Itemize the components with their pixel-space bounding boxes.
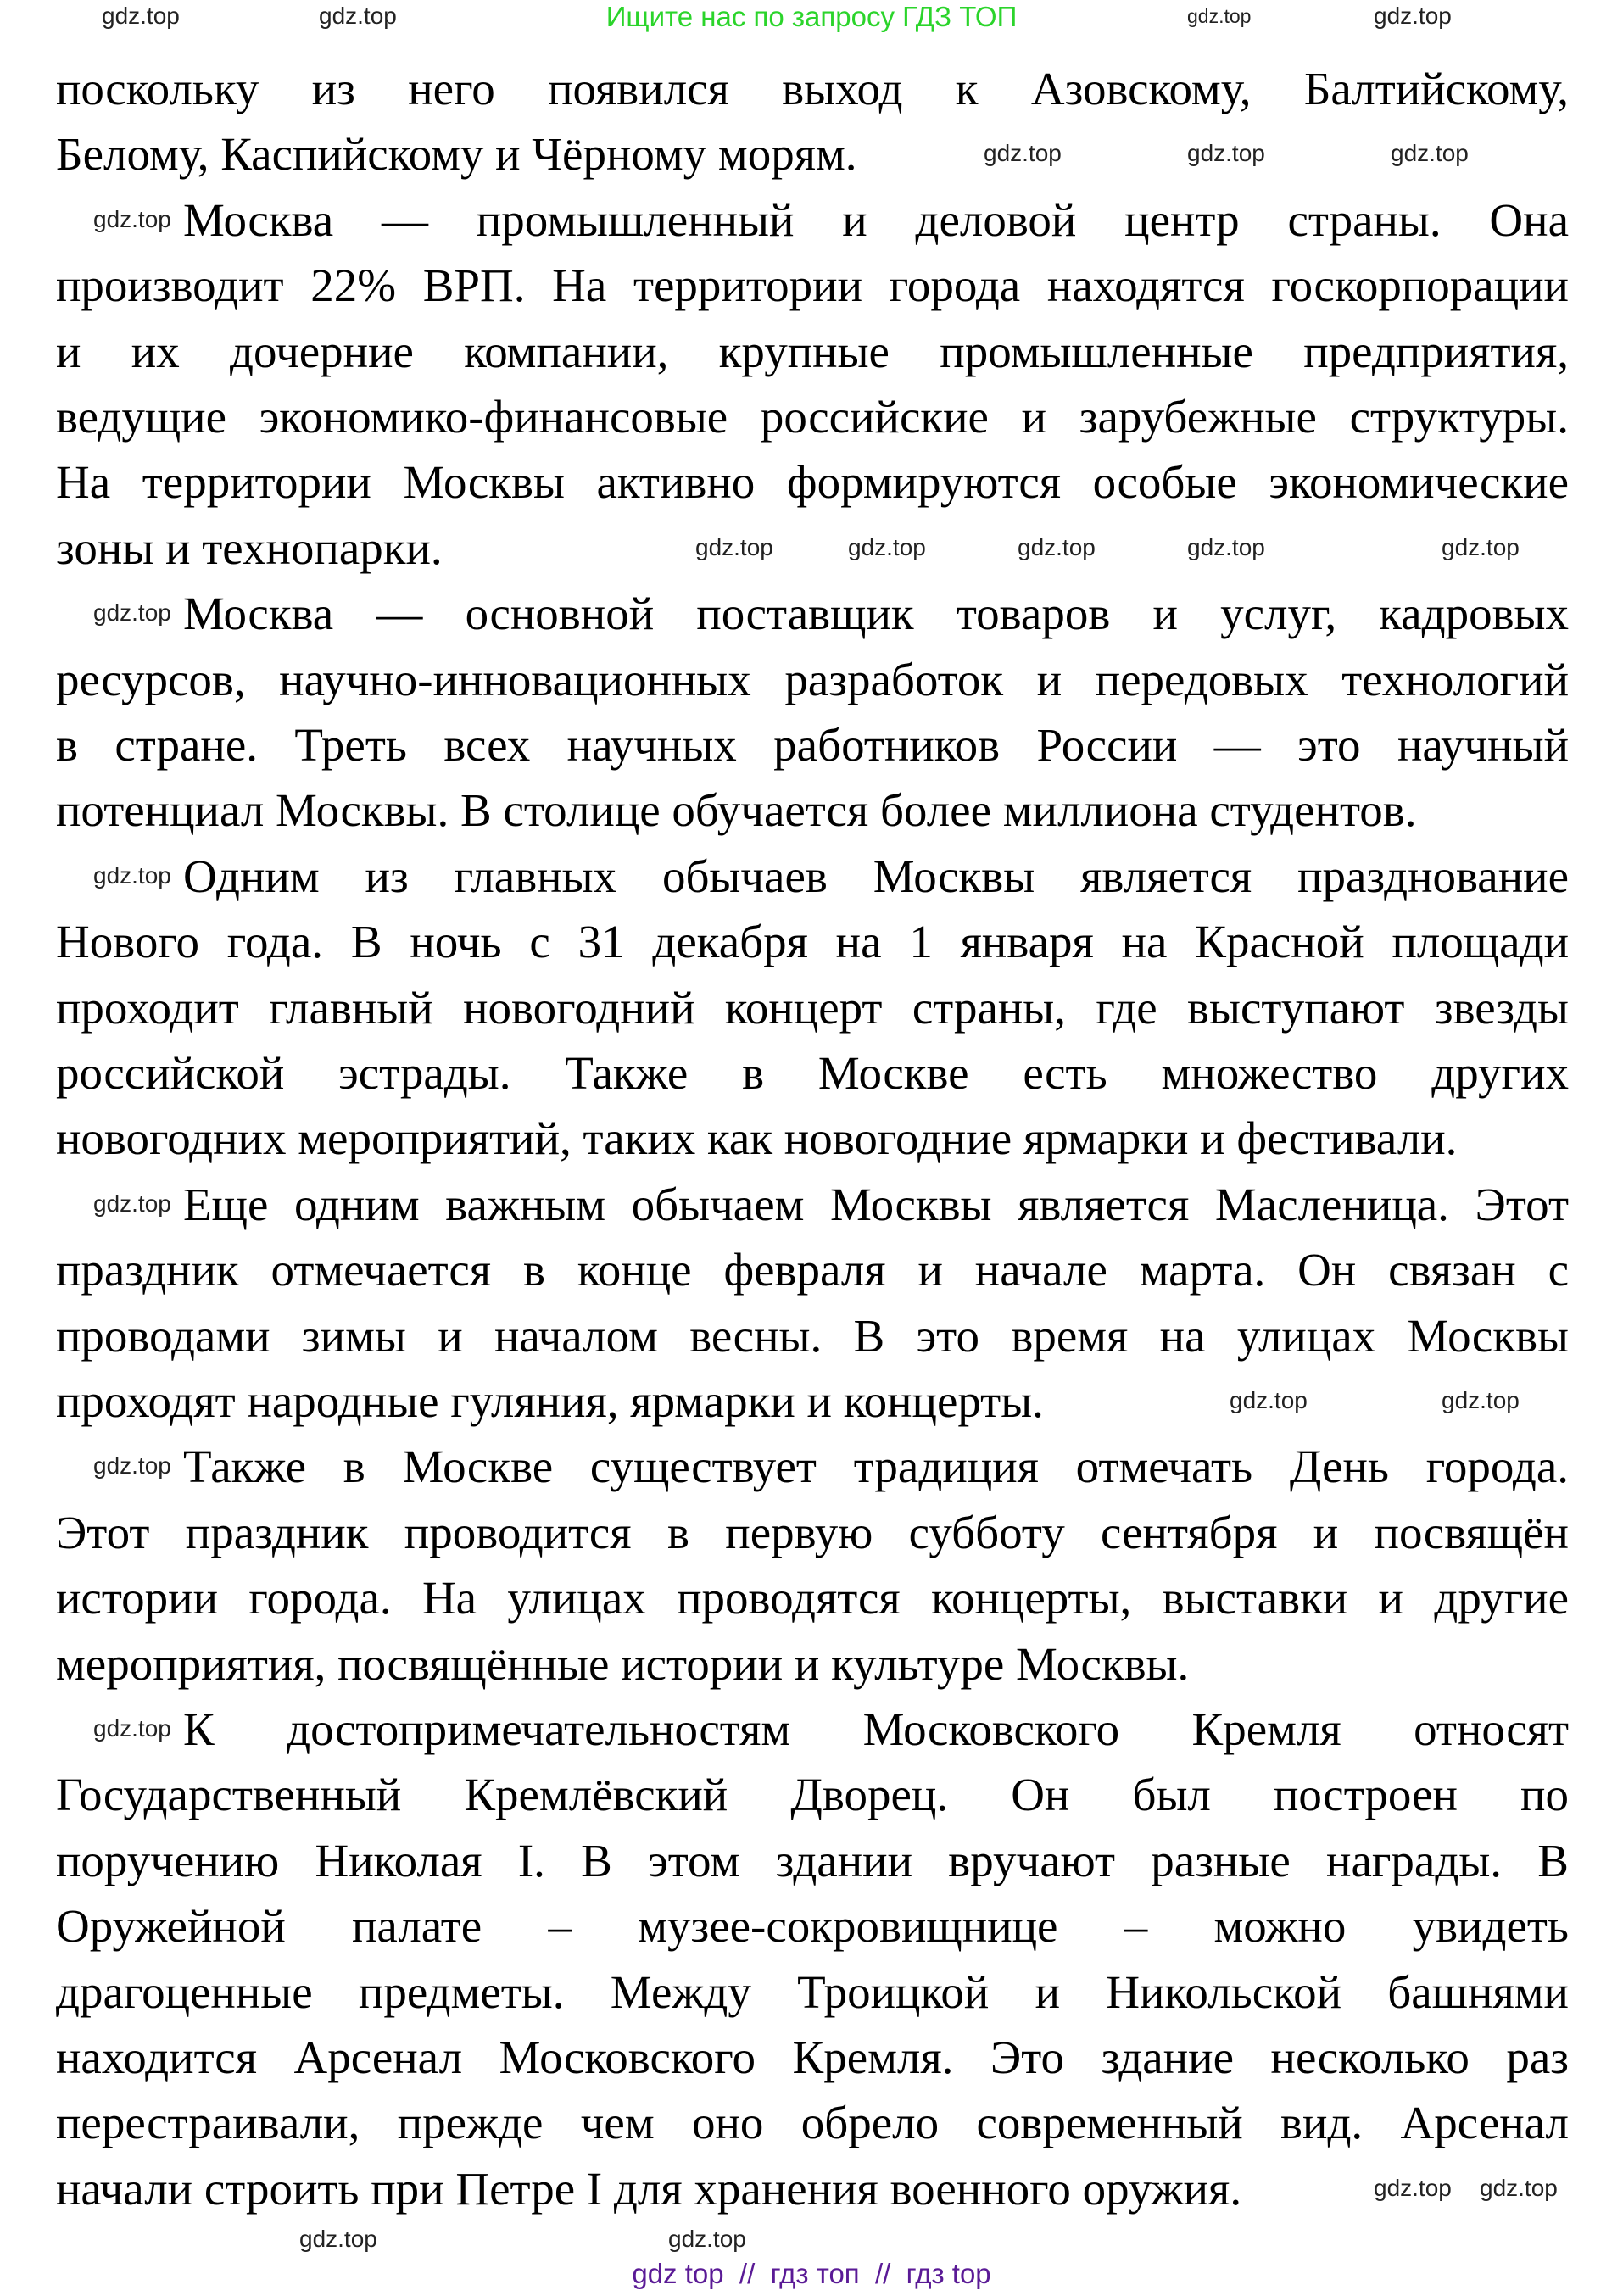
gdz-watermark: gdz.top: [1187, 5, 1252, 27]
text-line: Оружейной палате – музее-сокровищнице – можно увидеть: [56, 1900, 1569, 1953]
gdz-watermark: gdz.top: [93, 1452, 171, 1480]
gdz-watermark: gdz.top: [299, 2226, 377, 2252]
text-line: поскольку из него появился выход к Азовскому, Балтийскому,: [56, 63, 1569, 114]
gdz-watermark: gdz.top: [1018, 533, 1096, 560]
text-line: Белому, Каспийскому и Чёрному морям.: [56, 128, 857, 181]
gdz-watermark: gdz.top: [102, 3, 180, 29]
gdz-watermark: gdz.top: [93, 1190, 171, 1217]
text-line: производит 22% ВРП. На территории города находятся госкорпорации: [56, 259, 1569, 312]
gdz-watermark: gdz.top: [319, 3, 397, 29]
text-line: ведущие экономико-финансовые российские и зарубежные структуры.: [56, 391, 1569, 443]
gdz-watermark: gdz.top: [1187, 140, 1265, 167]
gdz-watermark: gdz.top: [848, 533, 926, 560]
text-line: Нового года. В ночь с 31 декабря на 1 января на Красной площади: [56, 916, 1569, 968]
text-line: перестраивали, прежде чем оно обрело современный вид. Арсенал: [56, 2097, 1569, 2149]
text-line: мероприятия, посвящённые истории и культуре Москвы.: [56, 1637, 1190, 1690]
text-line: Одним из главных обычаев Москвы является празднование: [183, 850, 1569, 902]
text-line: потенциал Москвы. В столице обучается более миллиона студентов.: [56, 784, 1417, 837]
text-line: проводами зимы и началом весны. В это время на улицах Москвы: [56, 1309, 1569, 1362]
gdz-watermark: gdz.top: [93, 861, 171, 889]
text-line: начали строить при Петре I для хранения военного оружия.: [56, 2162, 1242, 2215]
text-line: Москва — промышленный и деловой центр страны. Она: [183, 193, 1569, 246]
gdz-watermark: gdz.top: [93, 1715, 171, 1742]
text-line: драгоценные предметы. Между Троицкой и Никольской башнями: [56, 1965, 1569, 2018]
text-line: истории города. На улицах проводятся концерты, выставки и другие: [56, 1572, 1569, 1624]
text-line: в стране. Треть всех научных работников России — это научный: [56, 719, 1569, 771]
text-line: новогодних мероприятий, таких как новогодние ярмарки и фестивали.: [56, 1112, 1458, 1165]
footer-watermark: gdz top // гдз топ // гдз top: [632, 2258, 991, 2289]
gdz-watermark: gdz.top: [93, 205, 171, 232]
gdz-watermark: gdz.top: [1374, 3, 1452, 29]
text-line: проходят народные гуляния, ярмарки и концерты.: [56, 1375, 1044, 1427]
text-line: российской эстрады. Также в Москве есть множество других: [56, 1047, 1569, 1099]
text-line: ресурсов, научно-инновационных разработок и передовых технологий: [56, 653, 1569, 705]
gdz-watermark: gdz.top: [668, 2226, 746, 2252]
gdz-watermark: gdz.top: [93, 599, 171, 627]
gdz-watermark: gdz.top: [1391, 140, 1469, 167]
gdz-watermark: gdz.top: [1374, 2174, 1452, 2201]
text-line: К достопримечательностям Московского Кремля относят: [183, 1703, 1569, 1755]
text-line: находится Арсенал Московского Кремля. Это здание несколько раз: [56, 2031, 1569, 2083]
text-line: проходит главный новогодний концерт страны, где выступают звезды: [56, 981, 1569, 1034]
gdz-watermark: gdz.top: [1230, 1387, 1308, 1413]
gdz-watermark: gdz.top: [1442, 533, 1520, 560]
text-line: и их дочерние компании, крупные промышленные предприятия,: [56, 325, 1569, 377]
text-line: На территории Москвы активно формируются особые экономические: [56, 456, 1569, 509]
gdz-watermark: gdz.top: [1187, 533, 1265, 560]
text-line: Этот праздник проводится в первую субботу сентября и посвящён: [56, 1506, 1569, 1558]
search-banner: Ищите нас по запросу ГДЗ ТОП: [605, 1, 1018, 32]
text-line: Также в Москве существует традиция отмечать День города.: [183, 1441, 1569, 1493]
text-line: Москва — основной поставщик товаров и услуг, кадровых: [183, 588, 1569, 640]
text-line: Государственный Кремлёвский Дворец. Он был построен по: [56, 1769, 1569, 1821]
gdz-watermark: gdz.top: [1480, 2174, 1558, 2201]
text-line: поручению Николая I. В этом здании вручают разные награды. В: [56, 1834, 1569, 1886]
text-line: зоны и технопарки.: [56, 521, 443, 574]
text-line: Еще одним важным обычаем Москвы является Масленица. Этот: [183, 1178, 1569, 1230]
gdz-watermark: gdz.top: [695, 533, 773, 560]
gdz-watermark: gdz.top: [1442, 1387, 1520, 1413]
text-line: праздник отмечается в конце февраля и начале марта. Он связан с: [56, 1244, 1569, 1296]
gdz-watermark: gdz.top: [984, 140, 1062, 167]
